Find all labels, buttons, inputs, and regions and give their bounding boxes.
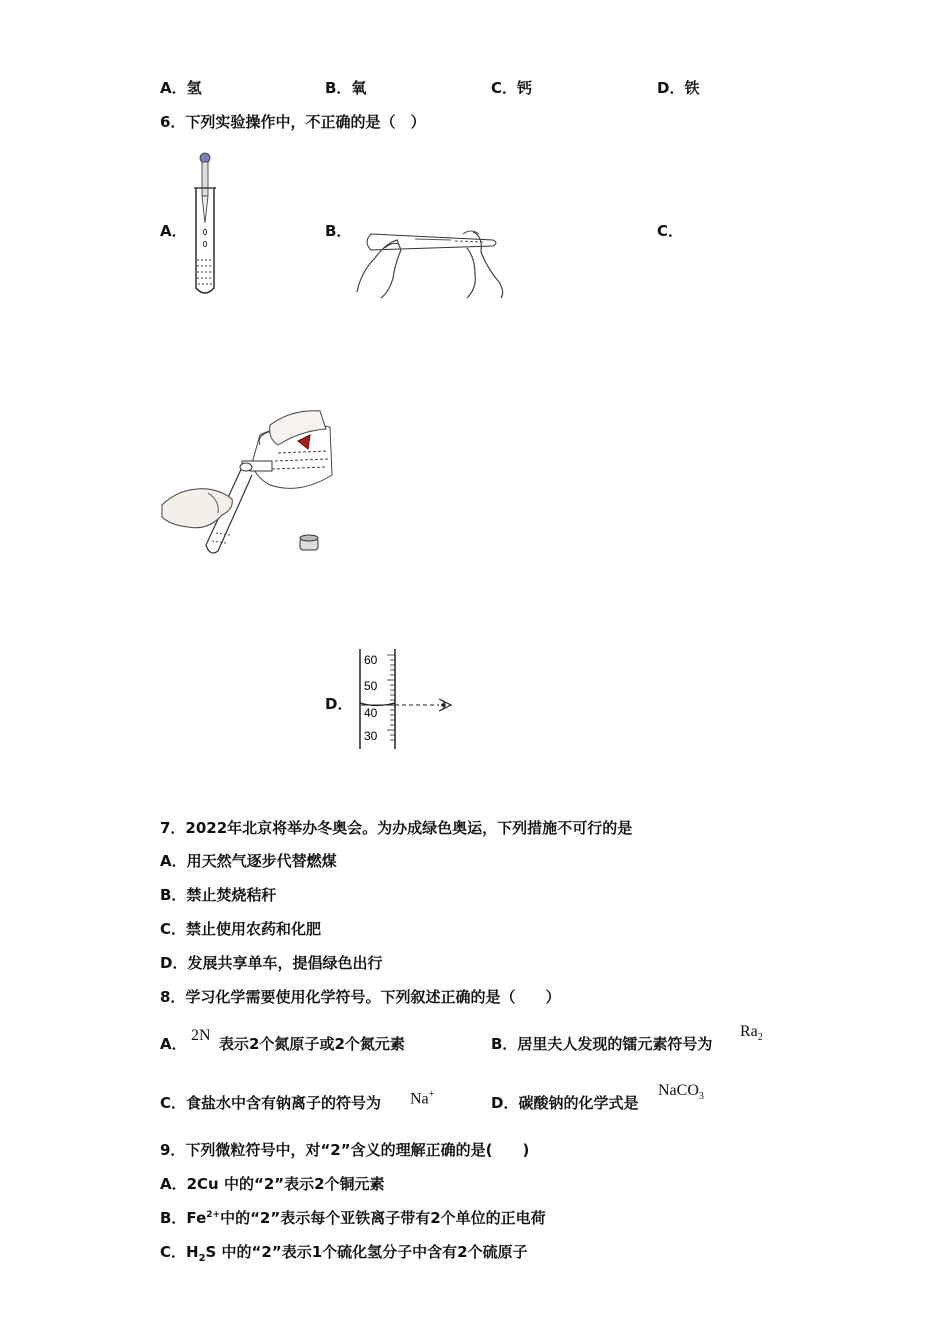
q9-option-b (160, 1209, 546, 1227)
q9-option-c-prefix: C．H (160, 1243, 199, 1261)
q8-option-c-text: C．食盐水中含有钠离子的符号为 (160, 1094, 382, 1112)
radium-symbol: Ra (740, 1023, 758, 1040)
cylinder-tick-60: 60 (364, 653, 378, 667)
sodium-carbonate-formula: NaCO (658, 1082, 699, 1099)
q7-option-d: D．发展共享单车，提倡绿色出行 (160, 954, 383, 972)
q9-option-c-suffix: S 中的“2”表示1个硫化氢分子中含有2个硫原子 (205, 1243, 528, 1261)
q6-option-c-label: C． (657, 222, 684, 240)
sodium-charge: + (428, 1089, 435, 1100)
q8-option-a-formula: 2N (191, 1027, 211, 1044)
cylinder-tick-30: 30 (364, 729, 378, 743)
cylinder-tick-50: 50 (364, 679, 378, 693)
q7-option-b: B．禁止焚烧秸秆 (160, 886, 277, 904)
carbonate-subscript: 3 (698, 1091, 704, 1103)
cylinder-tick-40: 40 (364, 706, 378, 720)
q9-option-c (160, 1243, 528, 1264)
q5-option-d: D．铁 (657, 79, 700, 97)
q8-option-c-formula (410, 1086, 434, 1108)
q9-option-b-suffix: 中的“2”表示每个亚铁离子带有2个单位的正电荷 (220, 1209, 546, 1227)
q6-option-b-label: B． (325, 222, 352, 240)
q9-stem: 9．下列微粒符号中，对“2”含义的理解正确的是( ) (160, 1141, 530, 1159)
ferrous-charge: 2+ (206, 1210, 221, 1220)
q8-stem: 8．学习化学需要使用化学符号。下列叙述正确的是（ ） (160, 988, 561, 1006)
q9-option-a: A．2Cu 中的“2”表示2个铜元素 (160, 1175, 385, 1193)
q8-option-d-formula (658, 1082, 704, 1106)
hands-holding-test-tube-figure (355, 222, 510, 300)
q8-option-b-text: B．居里夫人发现的镭元素符号为 (491, 1035, 713, 1053)
q6-stem: 6．下列实验操作中，不正确的是（ ） (160, 113, 426, 131)
sodium-symbol: Na (410, 1090, 429, 1108)
q6-option-d-label: D． (325, 695, 353, 713)
q8-option-b-formula (740, 1023, 763, 1047)
q6-option-a-label: A． (160, 222, 187, 240)
q7-option-c: C．禁止使用农药和化肥 (160, 920, 322, 938)
q7-stem: 7．2022年北京将举办冬奥会。为办成绿色奥运，下列措施不可行的是 (160, 819, 633, 837)
graduated-cylinder-figure (355, 645, 465, 755)
q5-option-b: B．氧 (325, 79, 367, 97)
hydrogen-subscript: 2 (198, 1253, 206, 1264)
q5-option-a: A．氢 (160, 79, 202, 97)
pouring-liquid-figure (160, 405, 340, 565)
q7-option-a: A．用天然气逐步代替燃煤 (160, 852, 337, 870)
dropper-in-test-tube-figure (188, 148, 228, 298)
q8-option-a-text: 表示2个氮原子或2个氮元素 (219, 1035, 405, 1053)
q9-option-b-prefix: B．Fe (160, 1209, 207, 1227)
q5-option-c: C．钙 (491, 79, 533, 97)
q8-option-d-text: D．碳酸钠的化学式是 (491, 1094, 639, 1112)
radium-subscript: 2 (757, 1032, 763, 1044)
q8-option-a-label: A． (160, 1035, 187, 1053)
